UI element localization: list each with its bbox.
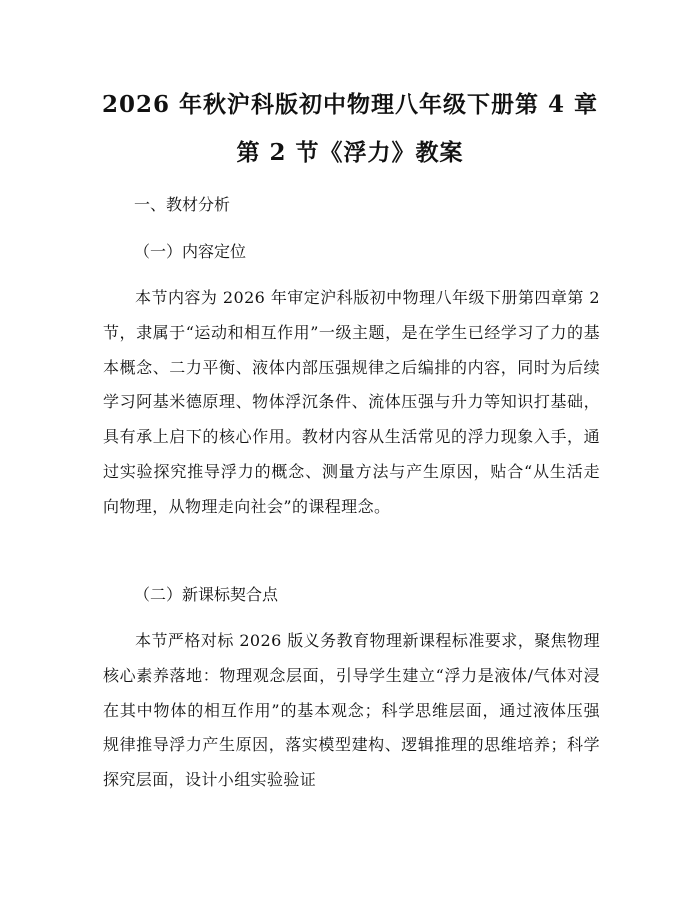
subsection-heading-content-positioning: （一）内容定位 [134, 242, 247, 261]
document-title-line-2: 第 2 节《浮力》教案 [236, 139, 464, 166]
subsection-heading-curriculum-alignment: （二）新课标契合点 [134, 585, 279, 604]
paragraph-curriculum-alignment: 本节严格对标 2026 版义务教育物理新课程标准要求，聚焦物理核心素养落地：物理观念层面，引导学生建立“浮力是液体/气体对浸在其中物体的相互作用”的基本观念；科学思维层面，通过液体压强规律推导浮力产生原因，落实模型建构、逻辑推理的思维培养；科学探究层面，设计小组实验验证 [103, 631, 600, 790]
document-title-line-1: 2026 年秋沪科版初中物理八年级下册第 4 章 [101, 91, 599, 118]
paragraph-content-positioning: 本节内容为 2026 年审定沪科版初中物理八年级下册第四章第 2 节，隶属于“运动和相互作用”一级主题，是在学生已经学习了力的基本概念、二力平衡、液体内部压强规律之后编排的内容，同时为后续学习阿基米德原理、物体浮沉条件、流体压强与升力等知识打基础，具有承上启下的核心作用。教材内容从生活常见的浮力现象入手，通过实验探究推导浮力的概念、测量方法与产生原因，贴合“从生活走向物理，从物理走向社会”的课程理念。 [103, 288, 600, 516]
section-heading-teaching-material-analysis: 一、教材分析 [134, 195, 231, 214]
